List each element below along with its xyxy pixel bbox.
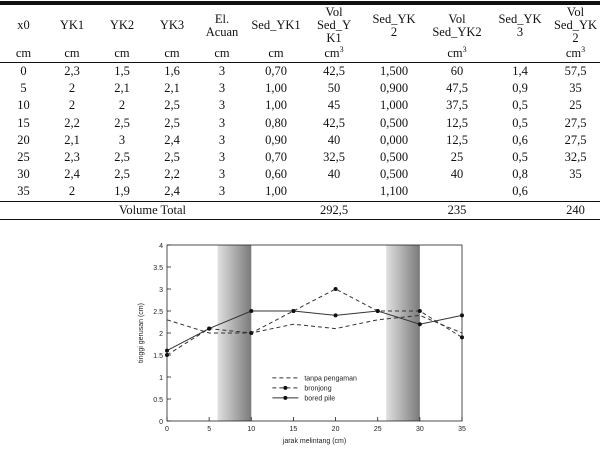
- table-cell: 2,5: [114, 167, 130, 182]
- table-cell: 1,5: [114, 64, 130, 79]
- table-cell: 1,00: [265, 81, 287, 96]
- table-cell: 2,1: [64, 132, 80, 147]
- table-cell: 1,00: [265, 98, 287, 113]
- table-cell: 35: [569, 167, 582, 182]
- table-cell: 0,6: [512, 184, 528, 199]
- table-cell: 3: [218, 64, 226, 79]
- col-header-0: [0, 6, 47, 45]
- table-cell: 0,500: [379, 167, 409, 182]
- table-cell: 2,4: [164, 184, 180, 199]
- y-tick-label: 1: [159, 375, 163, 382]
- y-axis-label: tinggi gerusan (cm): [138, 303, 145, 363]
- col-header-line: Sed_YK: [372, 11, 416, 26]
- table-cell: 1,9: [114, 184, 130, 199]
- table-cell: 2,1: [114, 81, 130, 96]
- data-point: [460, 335, 464, 339]
- table-cell: 40: [450, 167, 464, 182]
- table-row: [0, 166, 600, 183]
- table-cell: 2,5: [114, 150, 130, 165]
- y-tick-label: 3: [159, 287, 163, 294]
- table-footer-row: [0, 201, 600, 219]
- shaded-band: [386, 245, 420, 421]
- table-cell: 2,4: [64, 167, 80, 182]
- legend-label: bronjong: [304, 385, 332, 393]
- col-header-line: Sed_YK1: [251, 18, 301, 32]
- x-tick-label: 35: [458, 426, 466, 433]
- col-header-line: Acuan: [205, 24, 239, 39]
- table-cell: 1,6: [164, 64, 180, 79]
- table-cell: 50: [327, 81, 341, 96]
- table-cell: 47,5: [446, 81, 468, 96]
- table-cell: 42,5: [323, 115, 345, 130]
- data-point: [376, 309, 380, 313]
- table-header-row: [0, 6, 600, 45]
- legend-label: tanpa pengaman: [304, 375, 357, 383]
- table-cell: 2,2: [164, 167, 180, 182]
- table-cell: 15: [17, 115, 30, 130]
- col-header-2: [97, 6, 147, 45]
- table-cell: 2,5: [114, 115, 130, 130]
- volume-total-k1: 292,5: [305, 201, 363, 219]
- table-cell: 0,6: [512, 132, 528, 147]
- data-point: [249, 309, 253, 313]
- table-cell: 40: [327, 167, 341, 182]
- legend-marker: [283, 396, 287, 400]
- col-header-9: [489, 6, 551, 45]
- scour-depth-chart: [125, 228, 475, 448]
- col-header-6: [305, 6, 363, 45]
- col-header-3: [147, 6, 197, 45]
- table-cell: 3: [218, 98, 226, 113]
- table-cell: [425, 183, 489, 201]
- data-point: [418, 309, 422, 313]
- table-cell: 0,8: [512, 167, 528, 182]
- volume-total-spacer-1: [363, 201, 425, 219]
- table-cell: 37,5: [446, 98, 468, 113]
- data-point: [334, 287, 338, 291]
- table-cell: 25: [569, 98, 582, 113]
- table-cell: 3: [218, 167, 226, 182]
- unit-cell: cm: [197, 45, 247, 63]
- table-cell: 32,5: [564, 150, 587, 165]
- table-cell: 0,5: [512, 150, 528, 165]
- volume-total-label: Volume Total: [0, 201, 305, 219]
- data-point: [165, 349, 169, 353]
- table-cell: 2: [68, 98, 76, 113]
- table-cell: 2: [68, 81, 76, 96]
- data-point: [165, 353, 169, 357]
- table-cell: 40: [327, 132, 341, 147]
- y-tick-label: 2.5: [153, 309, 163, 316]
- y-tick-label: 2: [159, 331, 163, 338]
- x-tick-label: 25: [373, 426, 382, 433]
- data-point: [249, 331, 253, 335]
- table-cell: 0,5: [512, 98, 528, 113]
- table-cell: 2,3: [64, 150, 80, 165]
- table-cell: 2: [68, 184, 76, 199]
- table-cell: 1,4: [512, 64, 528, 79]
- col-header-7: [363, 6, 425, 45]
- table-cell: 45: [327, 98, 341, 113]
- col-header-8: [425, 6, 489, 45]
- data-point: [334, 313, 338, 317]
- table-cell: 0,000: [379, 132, 409, 147]
- table-cell: 0,900: [379, 81, 409, 96]
- table-cell: 35: [17, 184, 30, 199]
- table-cell: 3: [118, 132, 126, 147]
- table-cell: 57,5: [564, 64, 587, 79]
- table-cell: 60: [450, 64, 464, 79]
- table-row: [0, 97, 600, 114]
- table-cell: 3: [218, 115, 226, 130]
- table-row: [0, 183, 600, 201]
- table-cell: 27,5: [564, 115, 587, 130]
- unit-cell: $cm^3$: [551, 45, 600, 63]
- legend-marker: [283, 386, 287, 390]
- volume-total-k3: 240: [551, 201, 600, 219]
- table-cell: 5: [20, 81, 27, 96]
- col-header-line: x0: [17, 18, 30, 32]
- volume-total-spacer-2: [489, 201, 551, 219]
- table-row: [0, 63, 600, 81]
- table-cell: 2,5: [164, 150, 180, 165]
- unit-cell: [363, 45, 425, 63]
- table-cell: 35: [569, 81, 582, 96]
- data-point: [291, 309, 295, 313]
- y-tick-label: 0: [159, 419, 163, 426]
- unit-cell: cm: [47, 45, 97, 63]
- table-cell: [551, 183, 600, 201]
- table-cell: 0: [20, 64, 27, 79]
- table-body: [0, 63, 600, 202]
- table-cell: 0,70: [265, 64, 287, 79]
- x-tick-label: 0: [165, 426, 169, 433]
- table-cell: 3: [218, 132, 226, 147]
- x-tick-label: 5: [207, 426, 212, 433]
- col-header-line: 3: [516, 24, 524, 39]
- table-cell: 12,5: [446, 132, 468, 147]
- table-row: [0, 80, 600, 97]
- table-cell: [305, 183, 363, 201]
- table-cell: 0,500: [379, 115, 409, 130]
- table-cell: 2,3: [64, 64, 80, 79]
- table-cell: 3: [218, 184, 226, 199]
- table-cell: 2,1: [164, 81, 180, 96]
- table-top-rule: [0, 1, 600, 5]
- table-cell: 0,5: [512, 115, 528, 130]
- col-header-line: 2: [572, 31, 579, 45]
- table-row: [0, 115, 600, 132]
- scour-data-table: [0, 6, 600, 220]
- table-cell: 0,70: [265, 150, 287, 165]
- table-cell: 0,80: [265, 115, 287, 130]
- col-header-line: Vol: [448, 11, 466, 26]
- col-header-5: [247, 6, 305, 45]
- table-cell: 32,5: [323, 150, 345, 165]
- x-tick-label: 15: [289, 426, 298, 433]
- table-cell: 25: [17, 150, 30, 165]
- col-header-line: Sed_YK: [553, 18, 598, 32]
- chart-svg: [125, 228, 475, 448]
- unit-cell: cm: [147, 45, 197, 63]
- table-cell: 1,000: [379, 98, 409, 113]
- data-point: [207, 327, 211, 331]
- table-cell: 27,5: [564, 132, 587, 147]
- table-cell: 3: [218, 81, 226, 96]
- table-cell: 12,5: [446, 115, 468, 130]
- x-tick-label: 30: [415, 426, 424, 433]
- table-row: [0, 132, 600, 149]
- legend-label: bored pile: [304, 395, 336, 403]
- unit-cell: $cm^3$: [425, 45, 489, 63]
- data-point: [460, 313, 464, 317]
- table-cell: 0,500: [379, 150, 409, 165]
- table-cell: 1,00: [265, 184, 287, 199]
- unit-cell: $cm^3$: [305, 45, 363, 63]
- col-header-line: YK1: [59, 18, 85, 32]
- table-cell: 1,100: [379, 184, 409, 199]
- col-header-line: Sed_YK: [498, 11, 542, 26]
- x-tick-label: 10: [247, 426, 256, 433]
- table-cell: 10: [17, 98, 30, 113]
- table-cell: 2,5: [164, 98, 180, 113]
- table-cell: 2,2: [64, 115, 80, 130]
- table-cell: 42,5: [323, 64, 345, 79]
- col-header-4: [197, 6, 247, 45]
- unit-cell: cm: [247, 45, 305, 63]
- col-header-line: Sed_Y: [316, 18, 352, 32]
- unit-cell: [489, 45, 551, 63]
- volume-total-k2: 235: [425, 201, 489, 219]
- unit-cell: cm: [97, 45, 147, 63]
- table-cell: 20: [17, 132, 30, 147]
- table-cell: 2: [118, 98, 126, 113]
- col-header-line: Vol: [325, 5, 343, 19]
- col-header-line: 2: [390, 24, 398, 39]
- table-cell: 0,9: [512, 81, 528, 96]
- table-cell: 0,90: [265, 132, 287, 147]
- x-tick-label: 20: [331, 426, 340, 433]
- table-row: [0, 149, 600, 166]
- col-header-line: K1: [326, 31, 342, 45]
- table-cell: 2,5: [164, 115, 180, 130]
- table-unit-row: [0, 45, 600, 63]
- table-cell: 2,4: [164, 132, 180, 147]
- col-header-line: YK2: [109, 18, 135, 32]
- data-point: [418, 322, 422, 326]
- y-tick-label: 4: [159, 243, 163, 250]
- table-cell: 1,500: [379, 64, 409, 79]
- col-header-10: [551, 6, 600, 45]
- table-cell: 3: [218, 150, 226, 165]
- table-cell: 0,60: [265, 167, 287, 182]
- col-header-line: El.: [214, 11, 230, 26]
- col-header-1: [47, 6, 97, 45]
- col-header-line: Sed_YK2: [432, 24, 482, 39]
- unit-cell: cm: [0, 45, 47, 63]
- table-cell: 30: [17, 167, 30, 182]
- y-tick-label: 3.5: [153, 265, 163, 272]
- x-axis-label: jarak melintang (cm): [282, 438, 347, 445]
- col-header-line: YK3: [159, 18, 185, 32]
- table-cell: 25: [450, 150, 464, 165]
- y-tick-label: 0.5: [153, 397, 163, 404]
- y-tick-label: 1.5: [153, 353, 163, 360]
- col-header-line: Vol: [566, 5, 585, 19]
